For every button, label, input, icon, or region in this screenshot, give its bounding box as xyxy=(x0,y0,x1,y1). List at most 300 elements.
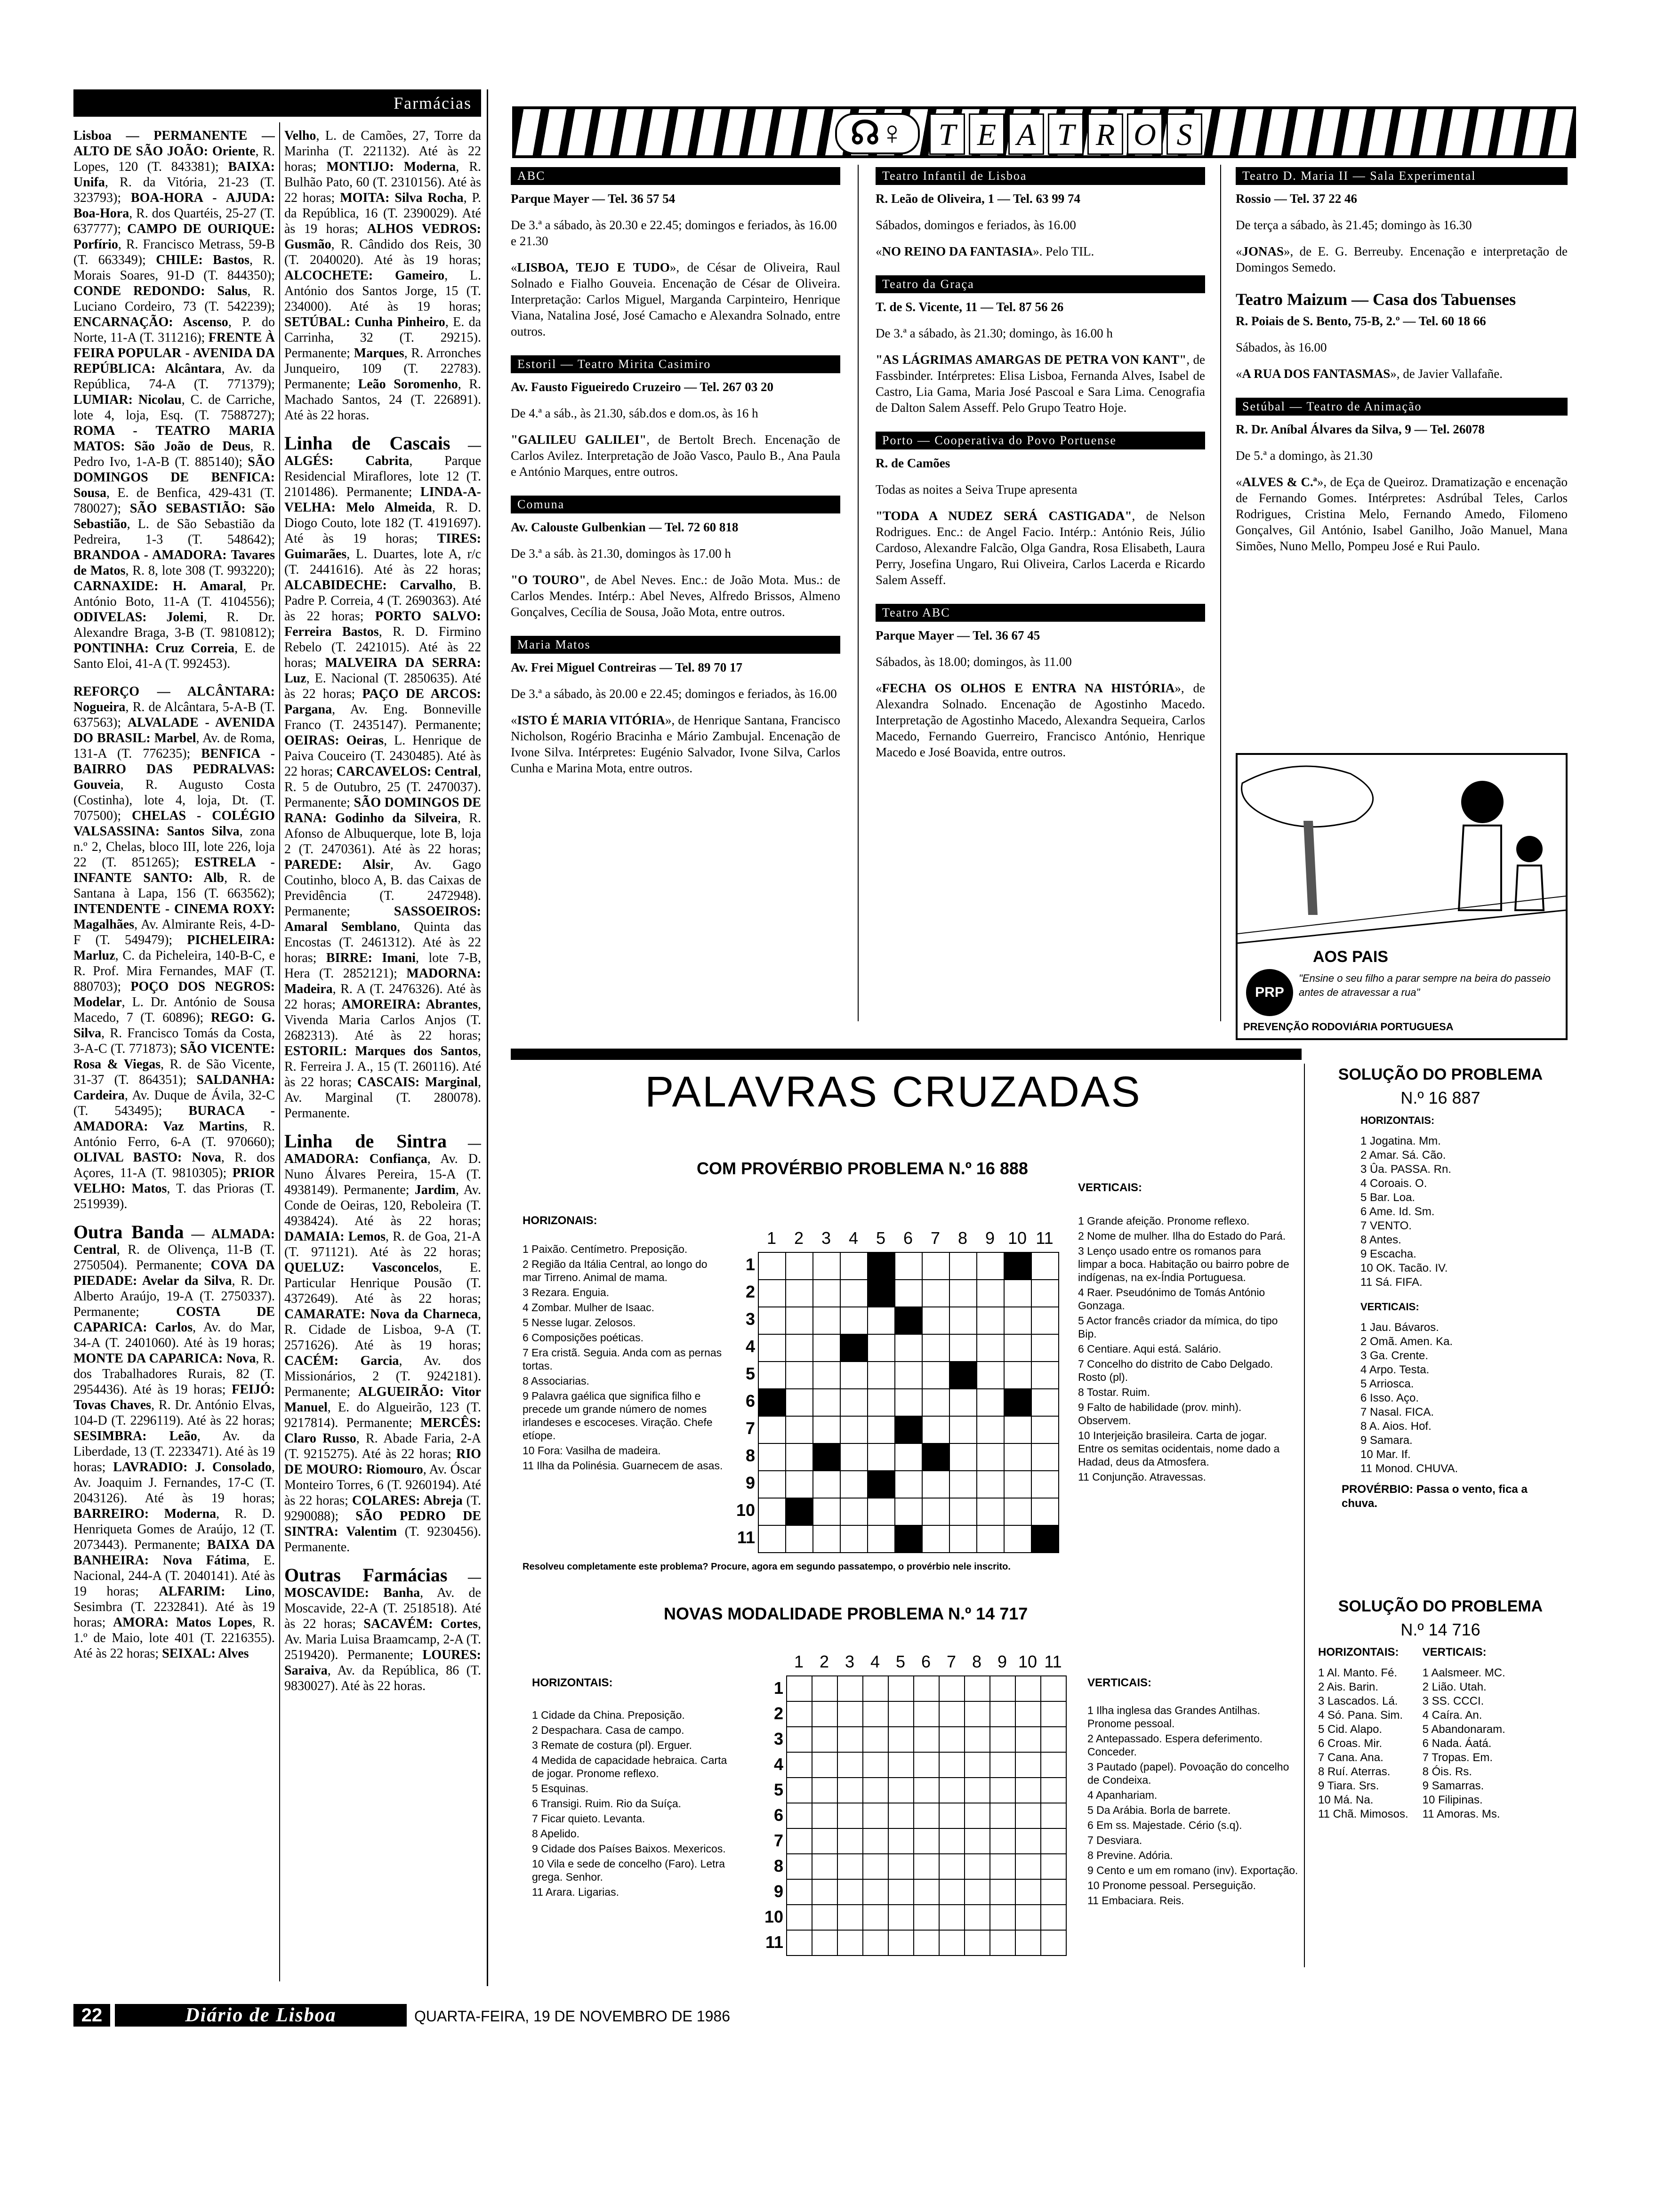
grid-cell[interactable] xyxy=(913,1726,940,1753)
grid-cell[interactable] xyxy=(894,1470,923,1499)
grid-cell[interactable] xyxy=(867,1361,895,1389)
grid-cell[interactable] xyxy=(1040,1904,1067,1931)
grid-column-number: 9 xyxy=(997,1652,1007,1671)
grid-cell[interactable] xyxy=(964,1828,990,1854)
grid-cell[interactable] xyxy=(1040,1853,1067,1880)
grid-cell[interactable] xyxy=(888,1726,914,1753)
grid-cell[interactable] xyxy=(840,1525,868,1553)
grid-cell[interactable] xyxy=(1015,1701,1041,1727)
solution-number: N.º 16 887 xyxy=(1400,1088,1480,1107)
clue-horizontal: 7 Era cristã. Seguia. Anda com as pernas tortas. xyxy=(523,1346,722,1372)
grid-cell[interactable] xyxy=(812,1853,838,1880)
grid-cell[interactable] xyxy=(976,1306,1005,1335)
grid-cell[interactable] xyxy=(812,1443,841,1471)
grid-cell[interactable] xyxy=(964,1675,990,1702)
grid-cell[interactable] xyxy=(1040,1879,1067,1905)
grid-cell[interactable] xyxy=(894,1252,923,1280)
grid-cell[interactable] xyxy=(812,1279,841,1307)
grid-cell[interactable] xyxy=(976,1361,1005,1389)
grid-cell[interactable] xyxy=(812,1361,841,1389)
grid-cell[interactable] xyxy=(949,1306,977,1335)
grid-cell[interactable] xyxy=(888,1777,914,1803)
grid-cell[interactable] xyxy=(949,1416,977,1444)
grid-cell[interactable] xyxy=(989,1726,1016,1753)
grid-cell[interactable] xyxy=(888,1675,914,1702)
grid-cell[interactable] xyxy=(862,1879,889,1905)
grid-cell[interactable] xyxy=(913,1930,940,1956)
theatre-address: Av. Calouste Gulbenkian — Tel. 72 60 818 xyxy=(511,520,739,534)
grid-cell[interactable] xyxy=(894,1388,923,1417)
grid-cell[interactable] xyxy=(862,1777,889,1803)
grid-cell[interactable] xyxy=(867,1416,895,1444)
grid-cell[interactable] xyxy=(964,1777,990,1803)
grid-cell[interactable] xyxy=(1031,1388,1059,1417)
clue-vertical: 7 Concelho do distrito de Cabo Delgado. Rosto (pl). xyxy=(1078,1358,1273,1383)
grid-cell[interactable] xyxy=(989,1701,1016,1727)
grid-cell[interactable] xyxy=(785,1306,813,1335)
grid-row-number: 2 xyxy=(773,1704,783,1723)
grid-cell[interactable] xyxy=(949,1334,977,1362)
grid-cell[interactable] xyxy=(812,1803,838,1829)
grid-cell[interactable] xyxy=(867,1498,895,1526)
grid-cell[interactable] xyxy=(1031,1279,1059,1307)
grid-cell[interactable] xyxy=(1031,1252,1059,1280)
grid-cell[interactable] xyxy=(1040,1803,1067,1829)
grid-cell[interactable] xyxy=(894,1361,923,1389)
grid-cell[interactable] xyxy=(786,1777,812,1803)
grid-cell[interactable] xyxy=(786,1803,812,1829)
grid-cell[interactable] xyxy=(812,1675,838,1702)
grid-cell[interactable] xyxy=(989,1777,1016,1803)
grid-cell[interactable] xyxy=(949,1525,977,1553)
grid-cell[interactable] xyxy=(888,1853,914,1880)
grid-cell[interactable] xyxy=(976,1498,1005,1526)
grid-cell[interactable] xyxy=(939,1828,965,1854)
grid-cell[interactable] xyxy=(939,1752,965,1778)
solution-entry: 4 Só. Pana. Sim. xyxy=(1318,1709,1403,1722)
crossword1-verticals xyxy=(1078,1214,1290,1485)
grid-cell[interactable] xyxy=(964,1879,990,1905)
issue-date: QUARTA-FEIRA, 19 DE NOVEMBRO DE 1986 xyxy=(414,2008,730,2025)
grid-cell[interactable] xyxy=(785,1334,813,1362)
grid-cell[interactable] xyxy=(1040,1930,1067,1956)
theatre-listing xyxy=(1236,398,1568,554)
grid-cell[interactable] xyxy=(1015,1904,1041,1931)
grid-cell[interactable] xyxy=(758,1498,786,1526)
grid-cell[interactable] xyxy=(758,1416,786,1444)
grid-cell[interactable] xyxy=(989,1752,1016,1778)
theatre-address: Parque Mayer — Tel. 36 67 45 xyxy=(876,628,1040,642)
grid-cell[interactable] xyxy=(812,1470,841,1499)
grid-column-number: 11 xyxy=(1044,1652,1062,1671)
grid-cell[interactable] xyxy=(939,1675,965,1702)
grid-cell[interactable] xyxy=(785,1498,813,1526)
grid-cell[interactable] xyxy=(867,1470,895,1499)
grid-cell[interactable] xyxy=(758,1525,786,1553)
grid-cell[interactable] xyxy=(1040,1752,1067,1778)
solution-entry: 1 Jau. Bávaros. xyxy=(1360,1321,1439,1334)
grid-cell[interactable] xyxy=(989,1675,1016,1702)
grid-row-number: 11 xyxy=(765,1932,783,1952)
grid-cell[interactable] xyxy=(1004,1416,1032,1444)
grid-cell[interactable] xyxy=(840,1416,868,1444)
grid-cell[interactable] xyxy=(976,1279,1005,1307)
grid-cell[interactable] xyxy=(812,1416,841,1444)
grid-cell[interactable] xyxy=(922,1252,950,1280)
grid-column-number: 6 xyxy=(921,1652,931,1671)
grid-cell[interactable] xyxy=(964,1752,990,1778)
grid-cell[interactable] xyxy=(949,1470,977,1499)
grid-cell[interactable] xyxy=(949,1443,977,1471)
grid-cell[interactable] xyxy=(812,1306,841,1335)
grid-cell[interactable] xyxy=(913,1701,940,1727)
grid-cell[interactable] xyxy=(837,1828,863,1854)
banner-letter: S xyxy=(1166,113,1202,155)
grid-cell[interactable] xyxy=(758,1470,786,1499)
grid-cell[interactable] xyxy=(785,1470,813,1499)
grid-cell[interactable] xyxy=(964,1853,990,1880)
grid-cell[interactable] xyxy=(862,1726,889,1753)
grid-cell[interactable] xyxy=(894,1443,923,1471)
grid-cell[interactable] xyxy=(922,1334,950,1362)
theatre-description: "O TOURO", de Abel Neves. Enc.: de João Mota. Mus.: de Carlos Mendes. Intérp.: Abel Neves, Alfredo Brissos, Almeno Gonçalves, Cecília de Sousa, João Mota, entre outros. xyxy=(511,573,841,619)
grid-cell[interactable] xyxy=(888,1904,914,1931)
grid-cell[interactable] xyxy=(867,1252,895,1280)
grid-cell[interactable] xyxy=(862,1752,889,1778)
grid-cell[interactable] xyxy=(989,1879,1016,1905)
solution-v-label: VERTICAIS: xyxy=(1422,1646,1487,1659)
grid-column-number: 10 xyxy=(1018,1652,1038,1671)
grid-cell[interactable] xyxy=(812,1828,838,1854)
grid-cell[interactable] xyxy=(888,1701,914,1727)
grid-cell[interactable] xyxy=(1004,1498,1032,1526)
grid-cell[interactable] xyxy=(786,1828,812,1854)
grid-cell[interactable] xyxy=(840,1252,868,1280)
grid-cell[interactable] xyxy=(939,1879,965,1905)
solution-entry: 10 Má. Na. xyxy=(1318,1794,1374,1806)
grid-cell[interactable] xyxy=(989,1930,1016,1956)
clue-vertical: 1 Grande afeição. Pronome reflexo. xyxy=(1078,1215,1250,1227)
grid-cell[interactable] xyxy=(922,1498,950,1526)
theatre-schedule: De 3.ª a sábado, às 20.30 e 22.45; domingos e feriados, às 16.00 e 21.30 xyxy=(511,218,837,248)
grid-cell[interactable] xyxy=(894,1334,923,1362)
solution-v-label: VERTICAIS: xyxy=(1360,1301,1419,1313)
grid-cell[interactable] xyxy=(1031,1525,1059,1553)
grid-cell[interactable] xyxy=(964,1701,990,1727)
grid-cell[interactable] xyxy=(840,1361,868,1389)
grid-cell[interactable] xyxy=(949,1361,977,1389)
grid-cell[interactable] xyxy=(922,1306,950,1335)
grid-cell[interactable] xyxy=(989,1803,1016,1829)
grid-column-number: 5 xyxy=(876,1228,886,1248)
grid-cell[interactable] xyxy=(786,1904,812,1931)
solution-entry: 8 Ruí. Aterras. xyxy=(1318,1765,1391,1778)
grid-cell[interactable] xyxy=(785,1361,813,1389)
grid-cell[interactable] xyxy=(786,1752,812,1778)
grid-cell[interactable] xyxy=(922,1279,950,1307)
grid-cell[interactable] xyxy=(949,1388,977,1417)
grid-cell[interactable] xyxy=(894,1525,923,1553)
grid-cell[interactable] xyxy=(840,1388,868,1417)
grid-cell[interactable] xyxy=(1015,1675,1041,1702)
grid-cell[interactable] xyxy=(785,1525,813,1553)
grid-cell[interactable] xyxy=(785,1443,813,1471)
grid-cell[interactable] xyxy=(837,1752,863,1778)
grid-cell[interactable] xyxy=(1031,1306,1059,1335)
grid-cell[interactable] xyxy=(976,1416,1005,1444)
grid-cell[interactable] xyxy=(989,1904,1016,1931)
grid-cell[interactable] xyxy=(837,1930,863,1956)
grid-cell[interactable] xyxy=(1031,1361,1059,1389)
grid-cell[interactable] xyxy=(989,1828,1016,1854)
grid-cell[interactable] xyxy=(913,1752,940,1778)
theatre-listing xyxy=(511,636,840,776)
grid-cell[interactable] xyxy=(1004,1388,1032,1417)
grid-cell[interactable] xyxy=(894,1306,923,1335)
grid-cell[interactable] xyxy=(840,1306,868,1335)
grid-cell[interactable] xyxy=(1031,1334,1059,1362)
grid-cell[interactable] xyxy=(1015,1726,1041,1753)
theatre-address: Rossio — Tel. 37 22 46 xyxy=(1236,192,1358,206)
grid-cell[interactable] xyxy=(1031,1498,1059,1526)
grid-cell[interactable] xyxy=(964,1904,990,1931)
grid-cell[interactable] xyxy=(976,1470,1005,1499)
grid-cell[interactable] xyxy=(1031,1443,1059,1471)
grid-cell[interactable] xyxy=(837,1879,863,1905)
solution-number: N.º 14 716 xyxy=(1400,1620,1480,1639)
grid-cell[interactable] xyxy=(840,1279,868,1307)
solution-entry: 9 Tiara. Srs. xyxy=(1318,1779,1379,1792)
grid-cell[interactable] xyxy=(894,1498,923,1526)
solution-entry: 2 Ais. Barin. xyxy=(1318,1681,1379,1693)
grid-cell[interactable] xyxy=(812,1879,838,1905)
grid-cell[interactable] xyxy=(1015,1853,1041,1880)
solution-title: SOLUÇÃO DO PROBLEMA xyxy=(1338,1597,1543,1615)
grid-cell[interactable] xyxy=(922,1470,950,1499)
grid-cell[interactable] xyxy=(812,1498,841,1526)
grid-cell[interactable] xyxy=(939,1930,965,1956)
grid-cell[interactable] xyxy=(840,1334,868,1362)
grid-cell[interactable] xyxy=(785,1252,813,1280)
grid-cell[interactable] xyxy=(913,1828,940,1854)
solution-entry: 3 Ûa. PASSA. Rn. xyxy=(1360,1163,1451,1176)
grid-cell[interactable] xyxy=(812,1930,838,1956)
grid-cell[interactable] xyxy=(840,1470,868,1499)
grid-cell[interactable] xyxy=(862,1701,889,1727)
grid-cell[interactable] xyxy=(837,1904,863,1931)
grid-cell[interactable] xyxy=(949,1498,977,1526)
grid-cell[interactable] xyxy=(785,1279,813,1307)
grid-cell[interactable] xyxy=(785,1388,813,1417)
grid-cell[interactable] xyxy=(1015,1930,1041,1956)
grid-cell[interactable] xyxy=(888,1879,914,1905)
grid-cell[interactable] xyxy=(922,1443,950,1471)
proverb-label: PROVÉRBIO: xyxy=(1342,1483,1416,1496)
grid-cell[interactable] xyxy=(812,1252,841,1280)
grid-cell[interactable] xyxy=(1015,1777,1041,1803)
grid-cell[interactable] xyxy=(837,1701,863,1727)
grid-cell[interactable] xyxy=(939,1853,965,1880)
grid-cell[interactable] xyxy=(786,1726,812,1753)
grid-cell[interactable] xyxy=(888,1752,914,1778)
grid-cell[interactable] xyxy=(922,1416,950,1444)
grid-cell[interactable] xyxy=(888,1803,914,1829)
clue-horizontal: 7 Ficar quieto. Levanta. xyxy=(532,1812,645,1825)
grid-cell[interactable] xyxy=(758,1252,786,1280)
grid-cell[interactable] xyxy=(1015,1879,1041,1905)
grid-cell[interactable] xyxy=(1031,1470,1059,1499)
grid-cell[interactable] xyxy=(862,1930,889,1956)
grid-cell[interactable] xyxy=(976,1252,1005,1280)
solution-entry: 9 Escacha. xyxy=(1360,1248,1416,1260)
grid-cell[interactable] xyxy=(812,1388,841,1417)
grid-cell[interactable] xyxy=(840,1498,868,1526)
grid-row-number: 3 xyxy=(773,1729,783,1748)
grid-cell[interactable] xyxy=(862,1828,889,1854)
grid-cell[interactable] xyxy=(964,1930,990,1956)
grid-cell[interactable] xyxy=(1040,1701,1067,1727)
grid-cell[interactable] xyxy=(976,1443,1005,1471)
grid-cell[interactable] xyxy=(837,1675,863,1702)
grid-cell[interactable] xyxy=(1004,1525,1032,1553)
grid-cell[interactable] xyxy=(786,1853,812,1880)
grid-cell[interactable] xyxy=(1040,1675,1067,1702)
grid-cell[interactable] xyxy=(758,1279,786,1307)
theatre-schedule: Todas as noites a Seiva Trupe apresenta xyxy=(876,482,1078,497)
grid-cell[interactable] xyxy=(862,1904,889,1931)
grid-cell[interactable] xyxy=(989,1853,1016,1880)
grid-cell[interactable] xyxy=(1004,1361,1032,1389)
grid-cell[interactable] xyxy=(758,1388,786,1417)
grid-cell[interactable] xyxy=(1040,1726,1067,1753)
grid-cell[interactable] xyxy=(894,1416,923,1444)
grid-cell[interactable] xyxy=(1004,1252,1032,1280)
teatros-column-1 xyxy=(511,167,840,1024)
grid-cell[interactable] xyxy=(786,1675,812,1702)
clue-vertical: 5 Actor francês criador da mímica, do tipo Bip. xyxy=(1078,1314,1278,1340)
theatre-schedule: De 3.ª a sábado, às 21.30; domingo, às 16.00 h xyxy=(876,326,1113,340)
grid-cell[interactable] xyxy=(888,1930,914,1956)
grid-cell[interactable] xyxy=(786,1930,812,1956)
grid-cell[interactable] xyxy=(888,1828,914,1854)
theatre-description: «ALVES & C.ª», de Eça de Queiroz. Dramatização e encenação de Fernando Gomes. Intérpretes: Asdrúbal Teles, Carlos Rodrigues, Cristina Melo, Fernando Amedo, Filomeno Gonçalves, Gil António, Isabel Ganilho, João Manuel, Mana Simões, Nuno Mello, Pompeu José e Rui Paulo. xyxy=(1236,475,1568,553)
theatre-schedule: Sábados, domingos e feriados, às 16.00 xyxy=(876,218,1076,232)
grid-cell[interactable] xyxy=(837,1803,863,1829)
grid-cell[interactable] xyxy=(812,1334,841,1362)
grid-cell[interactable] xyxy=(837,1777,863,1803)
clue-vertical: 5 Da Arábia. Borla de barrete. xyxy=(1087,1804,1231,1816)
grid-cell[interactable] xyxy=(1040,1777,1067,1803)
grid-cell[interactable] xyxy=(913,1853,940,1880)
grid-cell[interactable] xyxy=(1004,1334,1032,1362)
grid-cell[interactable] xyxy=(1031,1416,1059,1444)
grid-cell[interactable] xyxy=(758,1361,786,1389)
grid-cell[interactable] xyxy=(812,1701,838,1727)
grid-cell[interactable] xyxy=(976,1525,1005,1553)
clue-vertical: 6 Centiare. Aqui está. Salário. xyxy=(1078,1343,1222,1355)
section-divider xyxy=(511,1049,1302,1060)
grid-row-number: 6 xyxy=(745,1391,755,1411)
grid-cell[interactable] xyxy=(758,1306,786,1335)
grid-cell[interactable] xyxy=(812,1752,838,1778)
grid-cell[interactable] xyxy=(913,1675,940,1702)
crossword1-subtitle: COM PROVÉRBIO PROBLEMA N.º 16 888 xyxy=(697,1159,1028,1178)
grid-cell[interactable] xyxy=(939,1726,965,1753)
grid-cell[interactable] xyxy=(976,1334,1005,1362)
grid-cell[interactable] xyxy=(964,1726,990,1753)
grid-cell[interactable] xyxy=(939,1701,965,1727)
clue-vertical: 7 Desviara. xyxy=(1087,1834,1142,1846)
grid-cell[interactable] xyxy=(786,1879,812,1905)
grid-cell[interactable] xyxy=(862,1853,889,1880)
grid-cell[interactable] xyxy=(1004,1443,1032,1471)
grid-cell[interactable] xyxy=(785,1416,813,1444)
grid-cell[interactable] xyxy=(1015,1828,1041,1854)
theatre-listing xyxy=(876,604,1205,760)
grid-cell[interactable] xyxy=(786,1701,812,1727)
grid-cell[interactable] xyxy=(867,1388,895,1417)
grid-cell[interactable] xyxy=(840,1443,868,1471)
grid-cell[interactable] xyxy=(812,1904,838,1931)
grid-cell[interactable] xyxy=(1040,1828,1067,1854)
grid-cell[interactable] xyxy=(913,1777,940,1803)
grid-cell[interactable] xyxy=(939,1904,965,1931)
grid-cell[interactable] xyxy=(812,1726,838,1753)
grid-cell[interactable] xyxy=(913,1904,940,1931)
theatre-listing xyxy=(876,432,1205,588)
grid-cell[interactable] xyxy=(949,1252,977,1280)
grid-cell[interactable] xyxy=(1004,1470,1032,1499)
grid-cell[interactable] xyxy=(949,1279,977,1307)
grid-cell[interactable] xyxy=(837,1853,863,1880)
solution-entry: 6 Ame. Id. Sm. xyxy=(1360,1205,1435,1218)
grid-cell[interactable] xyxy=(1004,1306,1032,1335)
grid-cell[interactable] xyxy=(913,1803,940,1829)
grid-cell[interactable] xyxy=(913,1879,940,1905)
grid-cell[interactable] xyxy=(867,1334,895,1362)
theatre-description: "GALILEU GALILEI", de Bertolt Brech. Encenação de Carlos Avilez. Interpretação de João Vasco, Paulo B., Ana Paula e António Marques, entre outros. xyxy=(511,433,840,479)
theatre-name-bar: Teatro da Graça xyxy=(876,275,1205,293)
grid-cell[interactable] xyxy=(812,1777,838,1803)
grid-cell[interactable] xyxy=(922,1525,950,1553)
grid-cell[interactable] xyxy=(1004,1279,1032,1307)
theatre-name-bar: Teatro ABC xyxy=(876,604,1205,622)
clue-vertical: 2 Nome de mulher. Ilha do Estado do Pará. xyxy=(1078,1230,1286,1242)
grid-cell[interactable] xyxy=(867,1279,895,1307)
grid-cell[interactable] xyxy=(939,1777,965,1803)
grid-cell[interactable] xyxy=(758,1334,786,1362)
teatros-emblem: ☊♀ xyxy=(835,113,920,154)
grid-cell[interactable] xyxy=(812,1525,841,1553)
clue-horizontal: 6 Transigi. Ruim. Rio da Suíça. xyxy=(532,1797,682,1810)
grid-cell[interactable] xyxy=(862,1675,889,1702)
grid-cell[interactable] xyxy=(976,1388,1005,1417)
grid-cell[interactable] xyxy=(758,1443,786,1471)
grid-cell[interactable] xyxy=(867,1443,895,1471)
grid-cell[interactable] xyxy=(922,1361,950,1389)
grid-cell[interactable] xyxy=(837,1726,863,1753)
grid-cell[interactable] xyxy=(862,1803,889,1829)
grid-cell[interactable] xyxy=(1015,1752,1041,1778)
grid-cell[interactable] xyxy=(1015,1803,1041,1829)
grid-cell[interactable] xyxy=(867,1525,895,1553)
grid-cell[interactable] xyxy=(894,1279,923,1307)
grid-cell[interactable] xyxy=(964,1803,990,1829)
clue-vertical: 10 Pronome pessoal. Perseguição. xyxy=(1087,1879,1256,1891)
grid-cell[interactable] xyxy=(867,1306,895,1335)
grid-cell[interactable] xyxy=(922,1388,950,1417)
grid-cell[interactable] xyxy=(939,1803,965,1829)
